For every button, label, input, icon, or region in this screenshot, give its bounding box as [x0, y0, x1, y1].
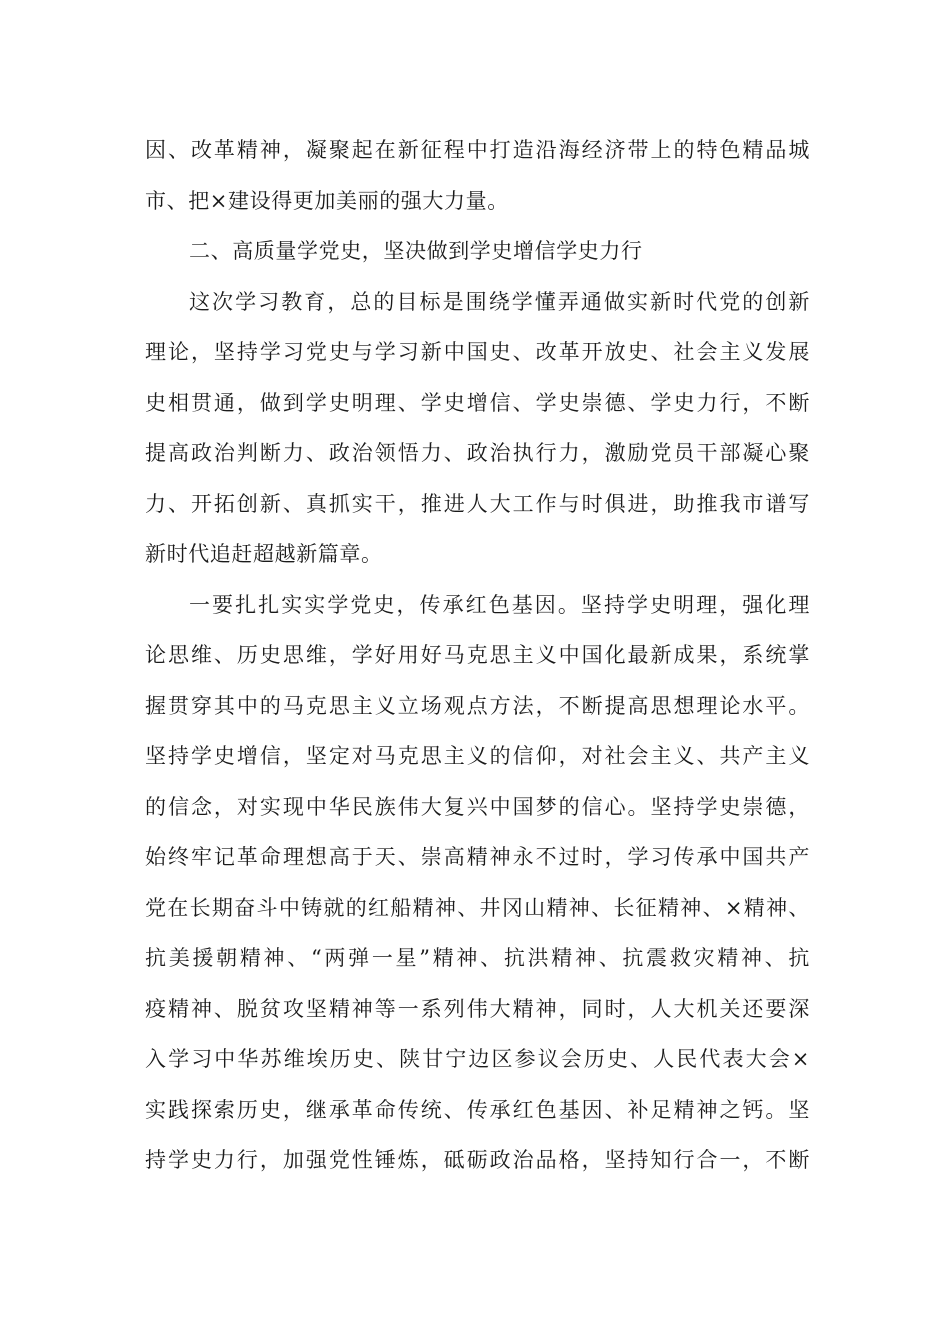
text-line: 抗美援朝精神、“两弹一星”精神、抗洪精神、抗震救灾精神、抗 — [145, 946, 810, 970]
text-line: 的信念，对实现中华民族伟大复兴中国梦的信心。坚持学史崇德， — [145, 794, 810, 819]
text-line: 市、把×建设得更加美丽的强大力量。 — [145, 188, 509, 213]
text-line: 提高政治判断力、政治领悟力、政治执行力，激励党员干部凝心聚 — [145, 441, 810, 465]
text-line: 理论，坚持学习党史与学习新中国史、改革开放史、社会主义发展 — [145, 340, 810, 364]
text-line: 新时代追赶超越新篇章。 — [145, 542, 383, 566]
text-line: 实践探索历史，继承革命传统、传承红色基因、补足精神之钙。坚 — [145, 1097, 810, 1122]
text-line: 力、开拓创新、真抓实干，推进人大工作与时俱进，助推我市谱写 — [145, 491, 810, 516]
text-line: 论思维、历史思维，学好用好马克思主义中国化最新成果，系统掌 — [145, 643, 810, 667]
text-line: 持学史力行，加强党性锤炼，砥砺政治品格，坚持知行合一，不断 — [145, 1148, 810, 1172]
text-line: 始终牢记革命理想高于天、崇高精神永不过时，学习传承中国共产 — [145, 845, 810, 869]
section-heading: 二、高质量学党史，坚决做到学史增信学史力行 — [189, 239, 643, 263]
text-line: 一要扎扎实实学党史，传承红色基因。坚持学史明理，强化理 — [189, 592, 810, 617]
text-line: 史相贯通，做到学史明理、学史增信、学史崇德、学史力行，不断 — [145, 390, 810, 415]
text-line: 这次学习教育，总的目标是围绕学懂弄通做实新时代党的创新 — [189, 289, 810, 314]
text-line: 入学习中华苏维埃历史、陕甘宁边区参议会历史、人民代表大会× — [145, 1047, 810, 1071]
text-line: 因、改革精神，凝聚起在新征程中打造沿海经济带上的特色精品城 — [145, 138, 810, 162]
text-line: 疫精神、脱贫攻坚精神等一系列伟大精神，同时，人大机关还要深 — [145, 996, 810, 1021]
text-line: 坚持学史增信，坚定对马克思主义的信仰，对社会主义、共产主义 — [145, 744, 810, 768]
document-body — [145, 125, 810, 1186]
text-line: 党在长期奋斗中铸就的红船精神、井冈山精神、长征精神、×精神、 — [145, 895, 810, 920]
text-line: 握贯穿其中的马克思主义立场观点方法，不断提高思想理论水平。 — [145, 693, 810, 718]
